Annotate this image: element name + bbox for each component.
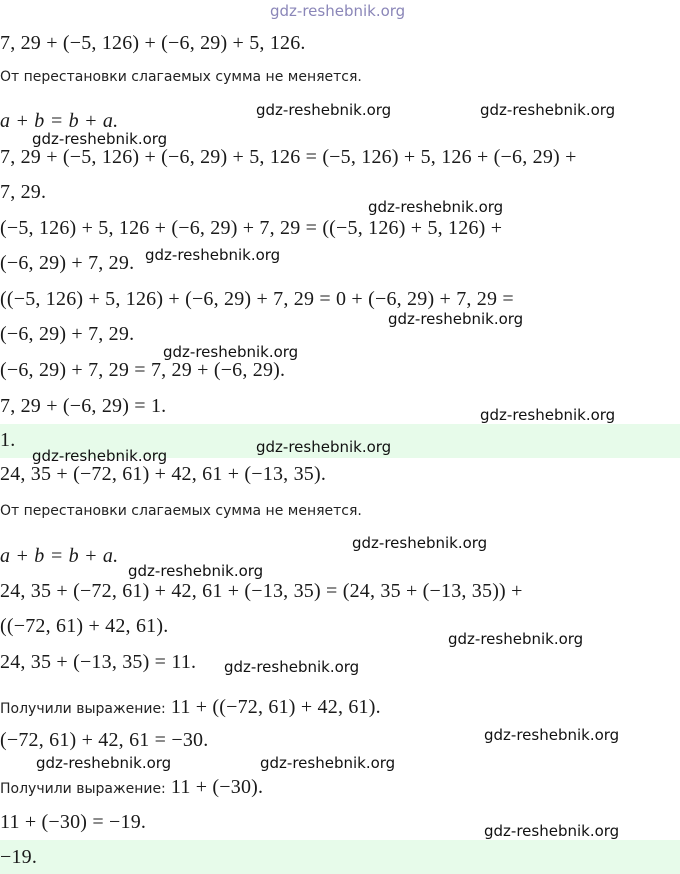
problem2-step4: 11 + (−30) = −19. xyxy=(0,811,147,833)
watermark: gdz-reshebnik.org xyxy=(256,438,392,456)
problem2-step3: (−72, 61) + 42, 61 = −30. xyxy=(0,729,209,751)
problem2-commutative-law: a + b = b + a. xyxy=(0,545,119,567)
watermark: gdz-reshebnik.org xyxy=(388,310,524,328)
header-watermark: gdz-reshebnik.org xyxy=(270,2,406,20)
problem2-answer: −19. xyxy=(0,846,38,868)
watermark: gdz-reshebnik.org xyxy=(145,246,281,264)
got-expression-value: 11 + (−30). xyxy=(170,776,264,798)
problem1-expression: 7, 29 + (−5, 126) + (−6, 29) + 5, 126. xyxy=(0,32,306,54)
watermark: gdz-reshebnik.org xyxy=(128,562,264,580)
problem1-commutative-law: a + b = b + a. xyxy=(0,110,119,132)
problem1-step2-line1: (−5, 126) + 5, 126 + (−6, 29) + 7, 29 = ((−5, 126) + 5, 126) + xyxy=(0,217,503,239)
problem1-step5: 7, 29 + (−6, 29) = 1. xyxy=(0,395,167,417)
problem1-answer: 1. xyxy=(0,429,16,451)
watermark: gdz-reshebnik.org xyxy=(32,130,168,148)
problem2-expression: 24, 35 + (−72, 61) + 42, 61 + (−13, 35). xyxy=(0,463,327,485)
answer-band-2 xyxy=(0,840,680,874)
watermark: gdz-reshebnik.org xyxy=(484,822,620,840)
problem1-step1-line2: 7, 29. xyxy=(0,181,47,203)
watermark: gdz-reshebnik.org xyxy=(352,534,488,552)
got-expression-value: 11 + ((−72, 61) + 42, 61). xyxy=(170,696,381,718)
problem2-rule-text: От перестановки слагаемых сумма не меняется. xyxy=(0,503,362,519)
problem1-step1-line1: 7, 29 + (−5, 126) + (−6, 29) + 5, 126 = (−5, 126) + 5, 126 + (−6, 29) + xyxy=(0,146,577,168)
got-expression-label: Получили выражение: xyxy=(0,701,166,717)
watermark: gdz-reshebnik.org xyxy=(368,198,504,216)
problem1-step3-line1: ((−5, 126) + 5, 126) + (−6, 29) + 7, 29 = 0 + (−6, 29) + 7, 29 = xyxy=(0,288,514,310)
problem2-got-expression-2 xyxy=(0,776,263,799)
watermark: gdz-reshebnik.org xyxy=(224,658,360,676)
watermark: gdz-reshebnik.org xyxy=(36,754,172,772)
watermark: gdz-reshebnik.org xyxy=(260,754,396,772)
got-expression-label: Получили выражение: xyxy=(0,781,166,797)
problem2-got-expression-1 xyxy=(0,696,381,719)
problem2-step1-line2: ((−72, 61) + 42, 61). xyxy=(0,615,169,637)
watermark: gdz-reshebnik.org xyxy=(480,101,616,119)
problem1-step3-line2: (−6, 29) + 7, 29. xyxy=(0,323,135,345)
problem1-step4: (−6, 29) + 7, 29 = 7, 29 + (−6, 29). xyxy=(0,359,286,381)
problem1-rule-text: От перестановки слагаемых сумма не меняется. xyxy=(0,69,362,85)
watermark: gdz-reshebnik.org xyxy=(32,447,168,465)
watermark: gdz-reshebnik.org xyxy=(484,726,620,744)
problem2-step1-line1: 24, 35 + (−72, 61) + 42, 61 + (−13, 35) = (24, 35 + (−13, 35)) + xyxy=(0,580,523,602)
watermark: gdz-reshebnik.org xyxy=(480,406,616,424)
watermark: gdz-reshebnik.org xyxy=(163,343,299,361)
watermark: gdz-reshebnik.org xyxy=(448,630,584,648)
problem2-step2: 24, 35 + (−13, 35) = 11. xyxy=(0,651,197,673)
problem1-step2-line2: (−6, 29) + 7, 29. xyxy=(0,252,135,274)
watermark: gdz-reshebnik.org xyxy=(256,101,392,119)
